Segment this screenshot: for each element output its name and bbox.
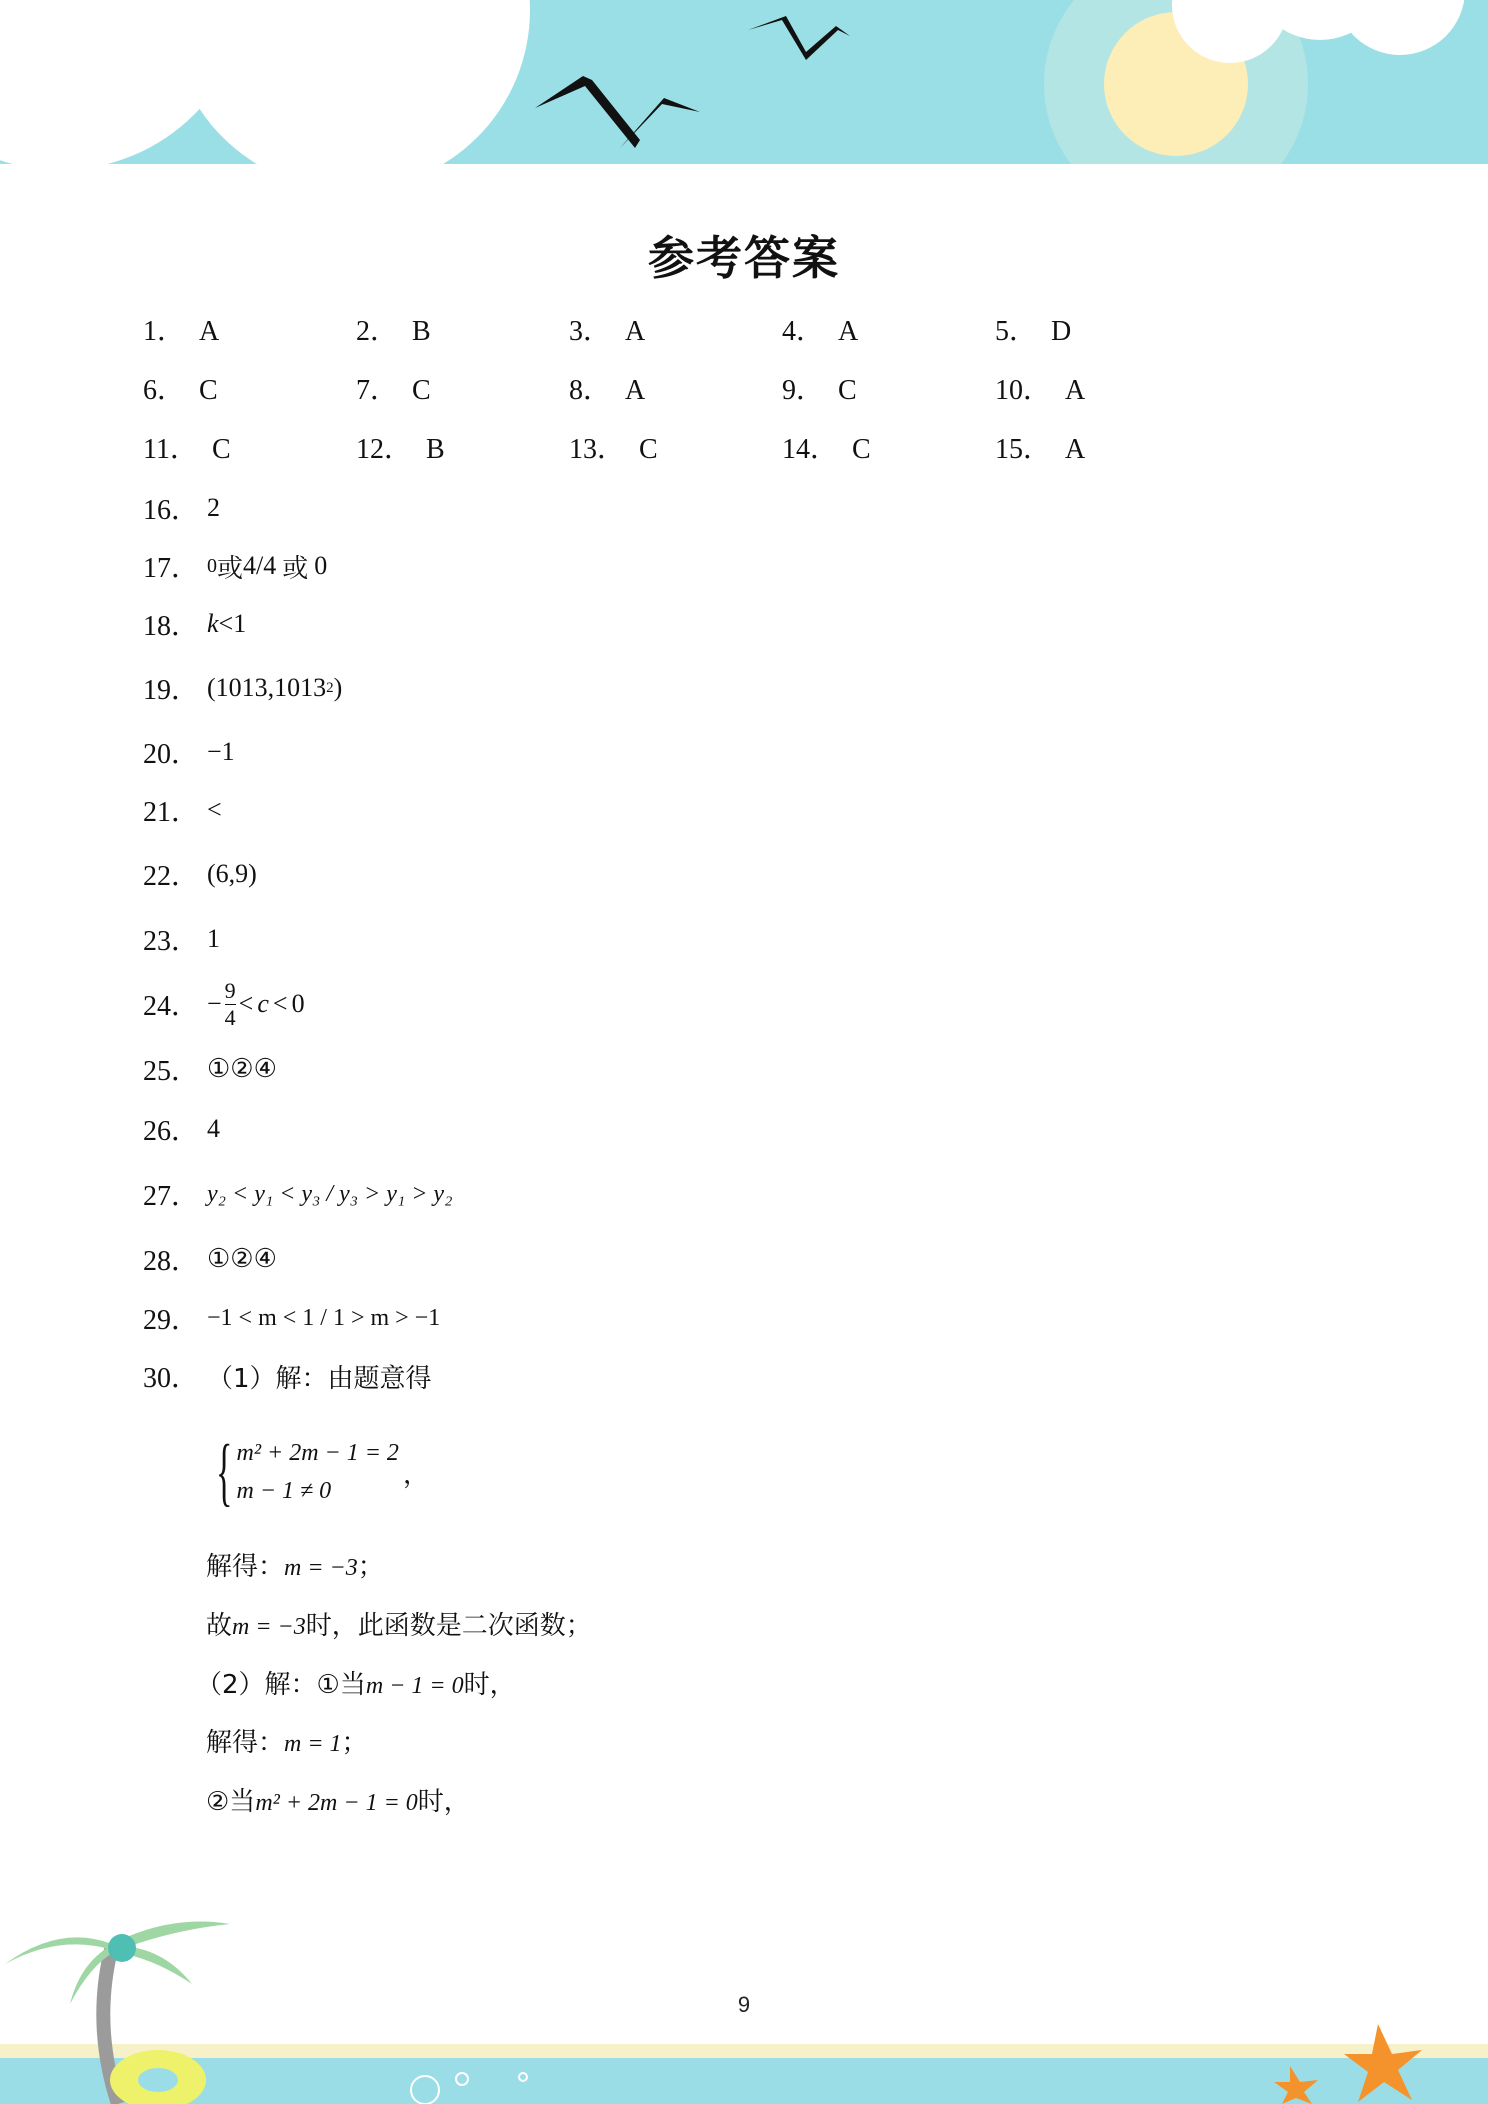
answer-row-20: 20． −1 — [143, 737, 235, 770]
solution-line-1: 解得：m = −3； — [206, 1552, 384, 1582]
fill-answers-list — [143, 479, 1343, 1405]
answer-item: 6． C — [143, 375, 218, 406]
solution-line-5: ②当m² + 2m − 1 = 0时， — [206, 1787, 470, 1817]
fraction: $\frac{9}{4}$ — [224, 977, 236, 1030]
answer-item: 12． B — [356, 434, 445, 465]
solution-line-2: 故m = −3时，此函数是二次函数； — [206, 1611, 592, 1641]
answer-row-24: 24． − $\frac{9}{4}$ < c < 0 — [143, 977, 305, 1030]
answer-row-18: 18． k <1 — [143, 609, 247, 642]
header-illustration — [0, 0, 1488, 168]
answer-row-30: 30． （1）解：由题意得 — [143, 1363, 432, 1394]
footer-illustration — [0, 1904, 1488, 2104]
solution-line-3: （2）解：①当m − 1 = 0时， — [196, 1670, 516, 1700]
sea-strip — [0, 2058, 1488, 2104]
answer-row-29: 29． −1 < m < 1 / 1 > m > −1 — [143, 1304, 441, 1336]
answer-item: 7． C — [356, 375, 431, 406]
answer-row-23: 23． 1 — [143, 924, 220, 957]
answer-row-26: 26． 4 — [143, 1114, 220, 1147]
answer-item: 3． A — [569, 316, 646, 347]
answer-row-27: 27． y₂ < y₁ < y₃ / y₃ > y₁ > y₂ — [143, 1180, 453, 1212]
coconut-icon — [108, 1934, 136, 1962]
answer-item: 9． C — [782, 375, 857, 406]
answer-item: 2． B — [356, 316, 431, 347]
answer-item: 5． D — [995, 316, 1072, 347]
answer-row-17: 17． 0 或 4/4 或 0 — [143, 551, 328, 584]
choice-answers-grid — [143, 302, 1208, 479]
answer-row-19: 19． (1013,1013 2 ) — [143, 673, 343, 706]
sand-strip — [0, 2044, 1488, 2058]
answer-item: 15． A — [995, 434, 1086, 465]
answer-row-28: 28． ①②④ — [143, 1244, 277, 1277]
answer-item: 11． C — [143, 434, 231, 465]
answer-item: 8． A — [569, 375, 646, 406]
equation-system: { m² + 2m − 1 = 2 m − 1 ≠ 0 ， — [216, 1430, 429, 1514]
brace-icon: { — [216, 1430, 233, 1514]
answer-row-22: 22． (6,9) — [143, 859, 257, 892]
answer-row-16: 16． 2 — [143, 493, 220, 526]
page-title: 参考答案 — [648, 231, 840, 285]
page-number: 9 — [737, 1992, 751, 2017]
answer-item: 1． A — [143, 316, 220, 347]
solution-line-4: 解得：m = 1； — [206, 1728, 368, 1758]
answer-item: 10． A — [995, 375, 1086, 406]
answer-item: 4． A — [782, 316, 859, 347]
answer-item: 14． C — [782, 434, 871, 465]
answer-item: 13． C — [569, 434, 658, 465]
answer-row-25: 25． ①②④ — [143, 1054, 277, 1087]
answer-row-21: 21． < — [143, 795, 222, 828]
